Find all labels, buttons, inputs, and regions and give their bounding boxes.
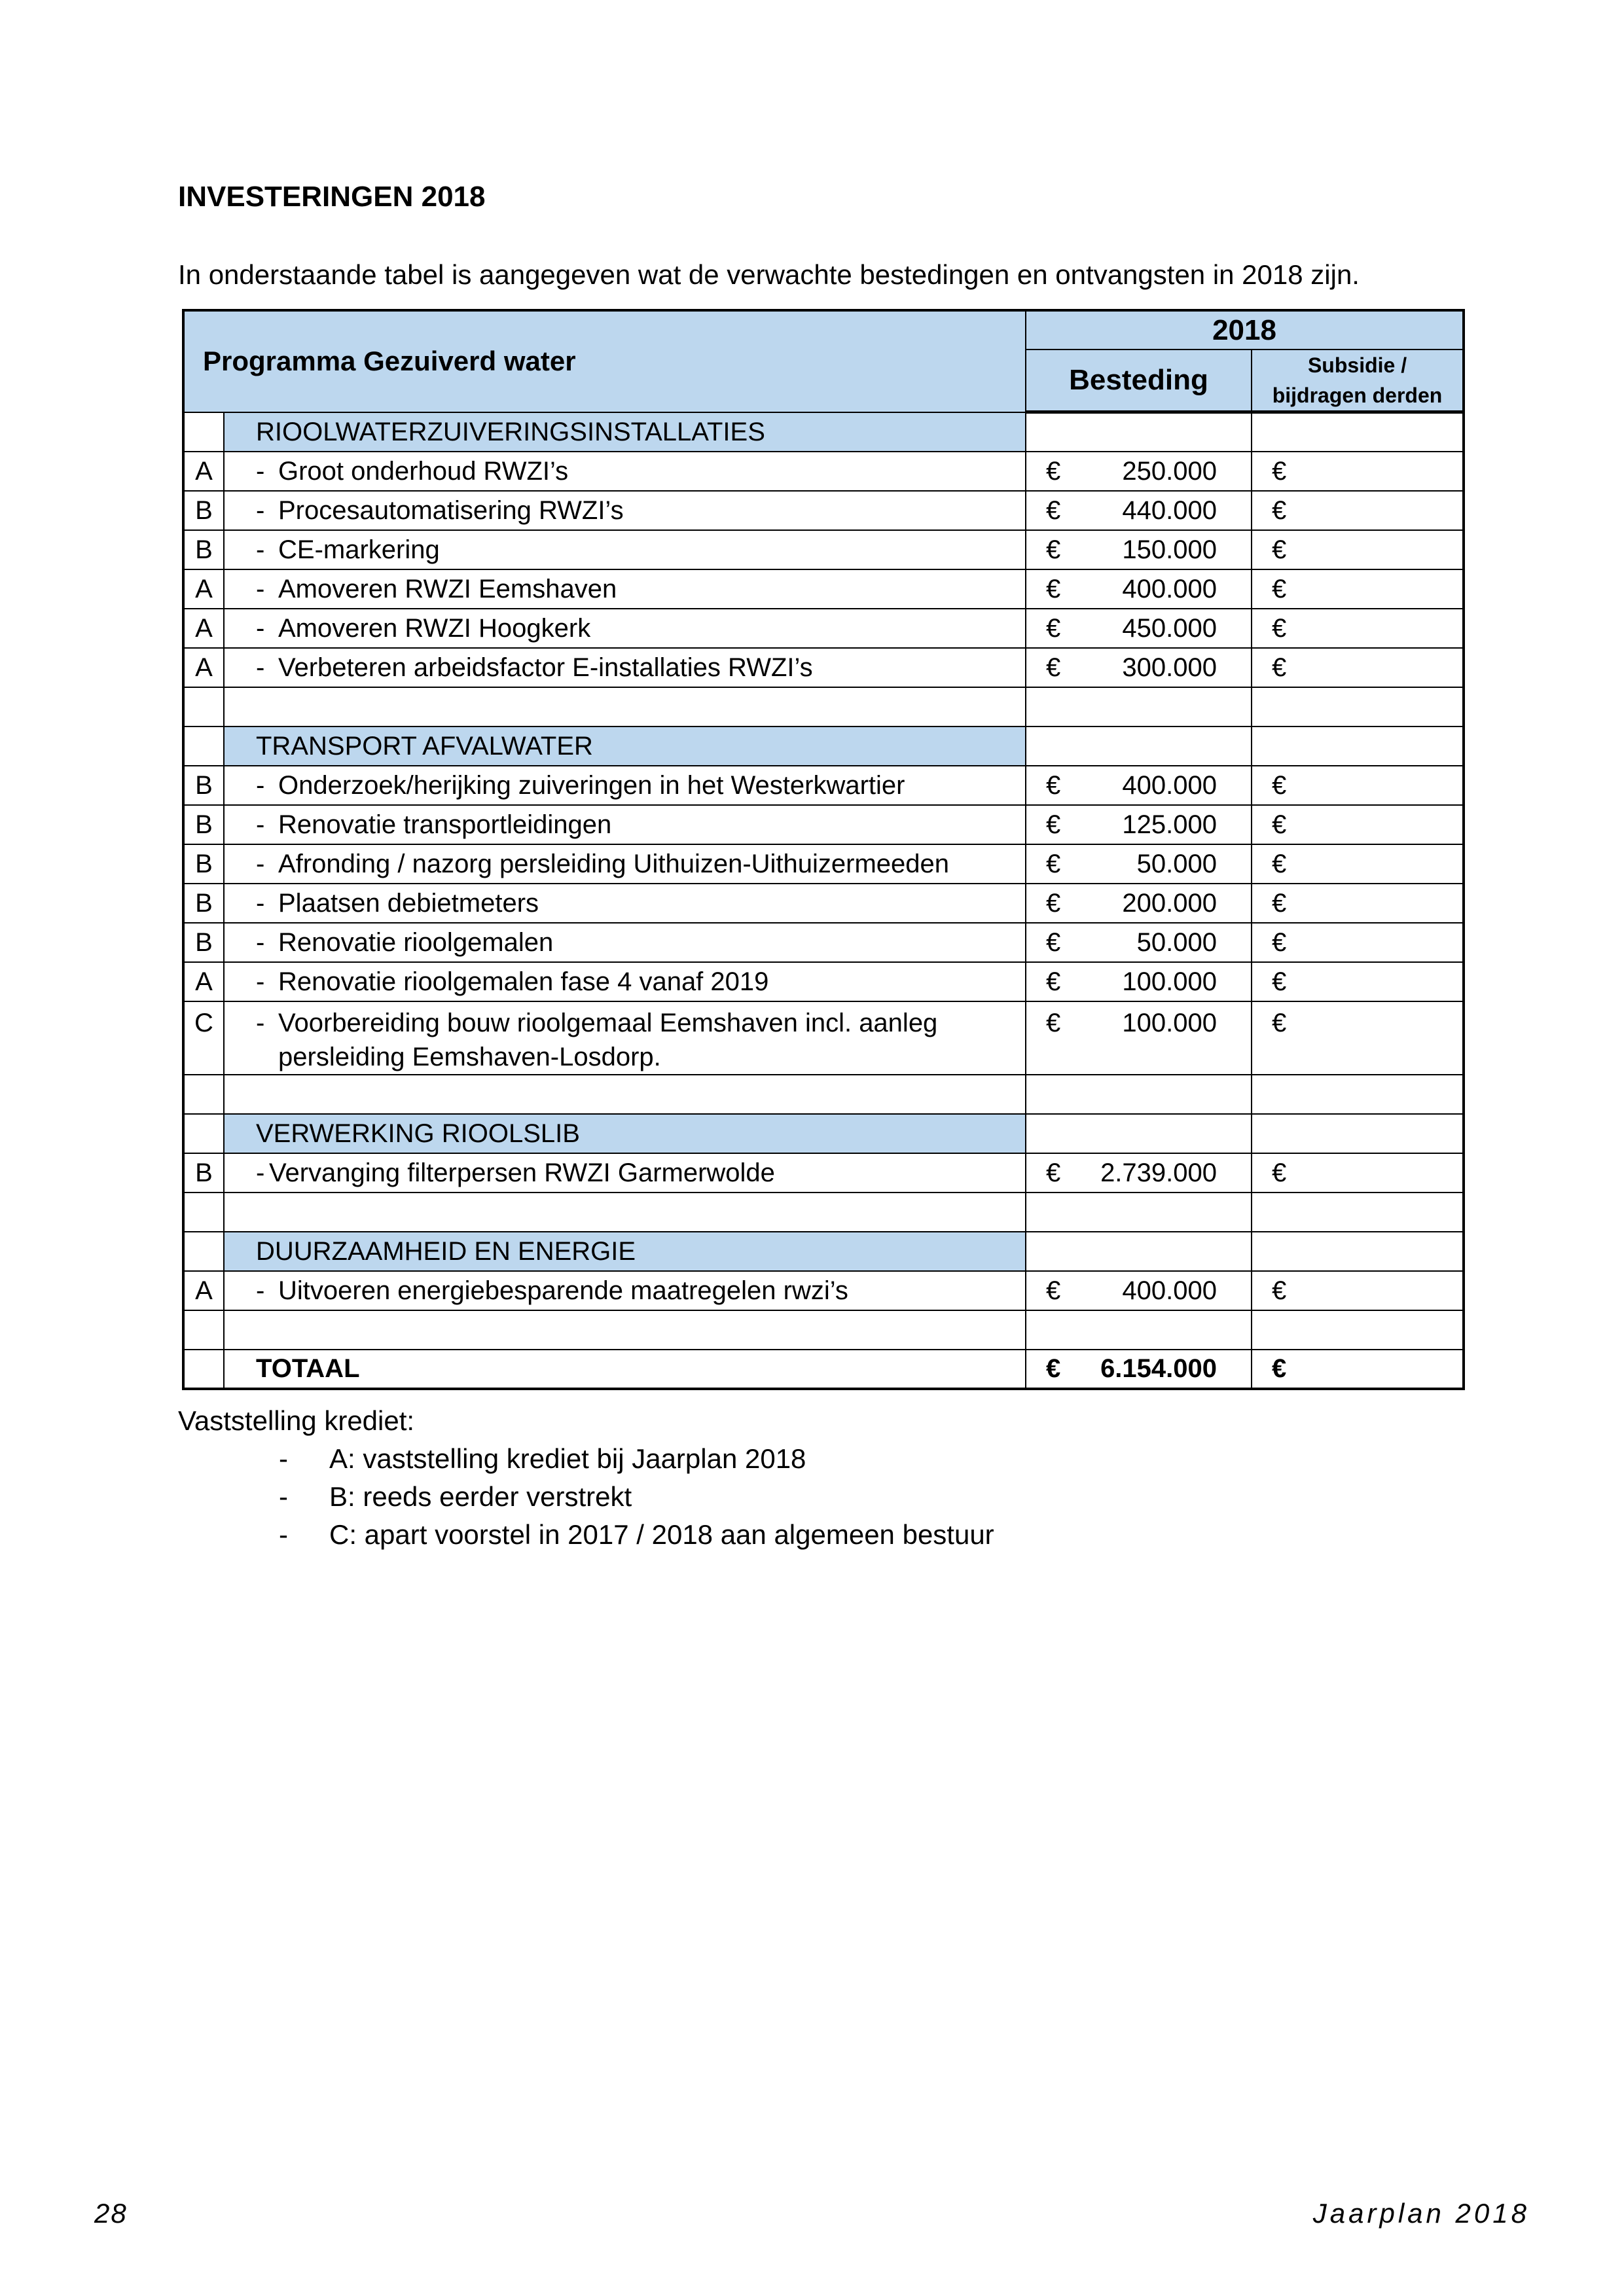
table-row-data xyxy=(183,884,1464,923)
section-header-cell: VERWERKING RIOOLSLIB xyxy=(224,1114,1026,1153)
amount-value: 50.000 xyxy=(1136,849,1218,878)
table-row-data xyxy=(183,844,1464,884)
table-row-data xyxy=(183,452,1464,491)
subsidie-header-line2: bijdragen derden xyxy=(1272,384,1443,407)
euro-symbol: € xyxy=(1046,927,1061,957)
besteding-cell xyxy=(1026,884,1252,923)
amount-value: 250.000 xyxy=(1122,456,1218,486)
table-row-empty xyxy=(183,1193,1464,1232)
description-cell: - Procesautomatisering RWZI’s xyxy=(224,491,1026,530)
description-cell xyxy=(224,1193,1026,1232)
section-header-cell: TRANSPORT AFVALWATER xyxy=(224,726,1026,766)
subsidie-cell: € xyxy=(1252,648,1464,687)
amount-value: 50.000 xyxy=(1136,927,1218,957)
legend-dash: - xyxy=(279,1519,288,1550)
euro-symbol: € xyxy=(1046,456,1061,486)
dash-prefix: - xyxy=(256,810,265,839)
amount-value: 125.000 xyxy=(1122,810,1218,839)
besteding-cell xyxy=(1026,687,1252,726)
amount-wrap xyxy=(1026,1155,1251,1191)
amount-value: 400.000 xyxy=(1122,574,1218,603)
credit-letter-cell: B xyxy=(183,884,224,923)
dash-prefix: - xyxy=(256,1158,265,1187)
dash-prefix: - xyxy=(256,1276,265,1305)
table-row-data xyxy=(183,962,1464,1001)
legend-item-b xyxy=(178,1478,994,1516)
amount-value: 2.739.000 xyxy=(1100,1158,1218,1187)
amount-value: 400.000 xyxy=(1122,1276,1218,1305)
description-cell xyxy=(224,1075,1026,1114)
credit-letter-cell: B xyxy=(183,805,224,844)
description-cell: - Renovatie rioolgemalen fase 4 vanaf 2019 xyxy=(224,962,1026,1001)
program-header-cell: Programma Gezuiverd water xyxy=(183,310,1026,412)
credit-letter-cell: B xyxy=(183,530,224,569)
description-cell: - Renovatie rioolgemalen xyxy=(224,923,1026,962)
amount-wrap xyxy=(1026,963,1251,1000)
besteding-cell xyxy=(1026,1001,1252,1075)
besteding-cell xyxy=(1026,1075,1252,1114)
legend-dash: - xyxy=(279,1481,288,1512)
investment-table-body xyxy=(183,412,1464,1389)
dash-prefix: - xyxy=(256,574,265,603)
amount-value: 440.000 xyxy=(1122,495,1218,525)
besteding-cell xyxy=(1026,726,1252,766)
table-row-data xyxy=(183,1001,1464,1075)
besteding-cell xyxy=(1026,923,1252,962)
dash-prefix: - xyxy=(256,653,265,682)
description-cell: - Onderzoek/herijking zuiveringen in het Westerkwartier xyxy=(224,766,1026,805)
subsidie-cell: € xyxy=(1252,530,1464,569)
besteding-cell xyxy=(1026,962,1252,1001)
subsidie-cell xyxy=(1252,412,1464,452)
section-header-cell: DUURZAAMHEID EN ENERGIE xyxy=(224,1232,1026,1271)
amount-wrap xyxy=(1026,1350,1251,1387)
amount-value: 300.000 xyxy=(1122,653,1218,682)
description-cell: TOTAAL xyxy=(224,1350,1026,1389)
amount-value: 400.000 xyxy=(1122,770,1218,800)
dash-prefix: - xyxy=(256,927,265,957)
legend-item-a xyxy=(178,1440,994,1478)
credit-letter-cell xyxy=(183,1350,224,1389)
subsidie-cell: € xyxy=(1252,766,1464,805)
besteding-cell xyxy=(1026,1193,1252,1232)
dash-prefix: - xyxy=(256,967,265,996)
credit-letter-cell xyxy=(183,1193,224,1232)
subsidie-cell xyxy=(1252,1193,1464,1232)
investment-table xyxy=(182,309,1465,1390)
footer-document-title: Jaarplan 2018 xyxy=(1312,2198,1530,2229)
dash-prefix: - xyxy=(256,535,265,564)
euro-symbol: € xyxy=(1046,849,1061,878)
besteding-cell xyxy=(1026,1114,1252,1153)
besteding-cell xyxy=(1026,844,1252,884)
subsidie-cell xyxy=(1252,726,1464,766)
euro-symbol: € xyxy=(1046,1354,1061,1383)
subsidie-cell: € xyxy=(1252,884,1464,923)
subsidie-cell: € xyxy=(1252,805,1464,844)
credit-letter-cell: A xyxy=(183,452,224,491)
dash-prefix: - xyxy=(256,613,265,643)
amount-wrap xyxy=(1026,1272,1251,1309)
dash-prefix: - xyxy=(256,888,265,918)
besteding-cell xyxy=(1026,648,1252,687)
euro-symbol: € xyxy=(1046,613,1061,643)
credit-letter-cell: B xyxy=(183,923,224,962)
dash-prefix: - xyxy=(256,849,265,878)
table-row-data xyxy=(183,805,1464,844)
amount-wrap xyxy=(1026,806,1251,843)
amount-wrap xyxy=(1026,1006,1251,1040)
besteding-cell xyxy=(1026,1271,1252,1310)
legend-item-b-text: B: reeds eerder verstrekt xyxy=(329,1481,632,1512)
euro-symbol: € xyxy=(1046,1008,1061,1037)
description-cell: - Plaatsen debietmeters xyxy=(224,884,1026,923)
table-row-empty xyxy=(183,687,1464,726)
credit-letter-cell: A xyxy=(183,569,224,609)
table-header xyxy=(183,310,1464,412)
amount-wrap xyxy=(1026,571,1251,607)
description-cell: - Verbeteren arbeidsfactor E-installaties RWZI’s xyxy=(224,648,1026,687)
subsidie-column-header xyxy=(1252,350,1464,412)
credit-letter-cell xyxy=(183,726,224,766)
subsidie-header-line1: Subsidie / xyxy=(1307,353,1407,377)
subsidie-cell: € xyxy=(1252,609,1464,648)
subsidie-cell: € xyxy=(1252,1001,1464,1075)
intro-text: In onderstaande tabel is aangegeven wat de verwachte bestedingen en ontvangsten in 2018 zijn. xyxy=(178,259,1360,290)
subsidie-cell: € xyxy=(1252,1350,1464,1389)
amount-wrap xyxy=(1026,610,1251,647)
table-row-section xyxy=(183,1114,1464,1153)
dash-prefix: - xyxy=(256,1008,265,1037)
subsidie-cell xyxy=(1252,1114,1464,1153)
credit-legend xyxy=(178,1402,994,1554)
besteding-cell xyxy=(1026,805,1252,844)
euro-symbol: € xyxy=(1046,967,1061,996)
dash-prefix: - xyxy=(256,495,265,525)
credit-letter-cell: B xyxy=(183,766,224,805)
credit-letter-cell xyxy=(183,687,224,726)
table-row-total xyxy=(183,1350,1464,1389)
year-header-cell: 2018 xyxy=(1026,310,1464,350)
subsidie-cell xyxy=(1252,1310,1464,1350)
table-row-data xyxy=(183,530,1464,569)
besteding-cell xyxy=(1026,530,1252,569)
subsidie-cell xyxy=(1252,1075,1464,1114)
description-line2: persleiding Eemshaven-Losdorp. xyxy=(278,1042,661,1071)
legend-heading: Vaststelling krediet: xyxy=(178,1405,415,1436)
description-cell: - Renovatie transportleidingen xyxy=(224,805,1026,844)
credit-letter-cell: A xyxy=(183,648,224,687)
euro-symbol: € xyxy=(1046,1276,1061,1305)
amount-value: 200.000 xyxy=(1122,888,1218,918)
section-header-cell: RIOOLWATERZUIVERINGSINSTALLATIES xyxy=(224,412,1026,452)
amount-wrap xyxy=(1026,492,1251,529)
subsidie-cell: € xyxy=(1252,1271,1464,1310)
besteding-cell xyxy=(1026,1232,1252,1271)
subsidie-cell xyxy=(1252,1232,1464,1271)
table-row-empty xyxy=(183,1075,1464,1114)
credit-letter-cell: B xyxy=(183,1153,224,1193)
amount-wrap xyxy=(1026,924,1251,961)
besteding-cell xyxy=(1026,569,1252,609)
amount-wrap xyxy=(1026,531,1251,568)
amount-value: 150.000 xyxy=(1122,535,1218,564)
besteding-cell xyxy=(1026,412,1252,452)
table-row-data xyxy=(183,766,1464,805)
table-row-data xyxy=(183,1271,1464,1310)
table-row-data xyxy=(183,648,1464,687)
amount-wrap xyxy=(1026,649,1251,686)
subsidie-cell: € xyxy=(1252,1153,1464,1193)
euro-symbol: € xyxy=(1046,574,1061,603)
credit-letter-cell: C xyxy=(183,1001,224,1075)
euro-symbol: € xyxy=(1046,888,1061,918)
amount-value: 100.000 xyxy=(1122,967,1218,996)
description-cell: - Vervanging filterpersen RWZI Garmerwolde xyxy=(224,1153,1026,1193)
euro-symbol: € xyxy=(1046,495,1061,525)
besteding-cell xyxy=(1026,1350,1252,1389)
amount-value: 100.000 xyxy=(1122,1008,1218,1037)
besteding-cell xyxy=(1026,491,1252,530)
description-cell xyxy=(224,687,1026,726)
credit-letter-cell xyxy=(183,1310,224,1350)
table-row-section xyxy=(183,726,1464,766)
description-cell: - Amoveren RWZI Eemshaven xyxy=(224,569,1026,609)
subsidie-cell: € xyxy=(1252,452,1464,491)
euro-symbol: € xyxy=(1046,770,1061,800)
table-header-row-year xyxy=(183,310,1464,350)
description-cell: - Groot onderhoud RWZI’s xyxy=(224,452,1026,491)
subsidie-cell xyxy=(1252,687,1464,726)
description-cell: - Voorbereiding bouw rioolgemaal Eemshaven incl. aanleg persleiding Eemshaven-Losdorp. xyxy=(224,1001,1026,1075)
subsidie-cell: € xyxy=(1252,844,1464,884)
credit-letter-cell: B xyxy=(183,844,224,884)
legend-item-c xyxy=(178,1516,994,1554)
credit-letter-cell: A xyxy=(183,962,224,1001)
amount-wrap xyxy=(1026,885,1251,922)
table-row-data xyxy=(183,609,1464,648)
description-cell: - CE-markering xyxy=(224,530,1026,569)
amount-value: 6.154.000 xyxy=(1100,1354,1218,1383)
table-row-data xyxy=(183,923,1464,962)
besteding-cell xyxy=(1026,452,1252,491)
dash-prefix: - xyxy=(256,456,265,486)
euro-symbol: € xyxy=(1046,653,1061,682)
besteding-cell xyxy=(1026,609,1252,648)
besteding-column-header: Besteding xyxy=(1026,350,1252,412)
table-row-section xyxy=(183,1232,1464,1271)
credit-letter-cell xyxy=(183,1232,224,1271)
table-row-empty xyxy=(183,1310,1464,1350)
table-row-data xyxy=(183,491,1464,530)
table-row-section xyxy=(183,412,1464,452)
subsidie-cell: € xyxy=(1252,962,1464,1001)
description-cell: - Afronding / nazorg persleiding Uithuizen-Uithuizermeeden xyxy=(224,844,1026,884)
besteding-cell xyxy=(1026,1310,1252,1350)
legend-item-c-text: C: apart voorstel in 2017 / 2018 aan algemeen bestuur xyxy=(329,1519,994,1550)
description-cell: - Uitvoeren energiebesparende maatregelen rwzi’s xyxy=(224,1271,1026,1310)
table-row-data xyxy=(183,1153,1464,1193)
subsidie-cell: € xyxy=(1252,491,1464,530)
amount-value: 450.000 xyxy=(1122,613,1218,643)
page-title: INVESTERINGEN 2018 xyxy=(178,181,486,213)
credit-letter-cell xyxy=(183,1114,224,1153)
credit-letter-cell: B xyxy=(183,491,224,530)
credit-letter-cell xyxy=(183,1075,224,1114)
legend-dash: - xyxy=(279,1443,288,1474)
euro-symbol: € xyxy=(1046,810,1061,839)
euro-symbol: € xyxy=(1046,1158,1061,1187)
besteding-cell xyxy=(1026,1153,1252,1193)
credit-letter-cell: A xyxy=(183,609,224,648)
footer-page-number: 28 xyxy=(94,2198,128,2229)
credit-letter-cell: A xyxy=(183,1271,224,1310)
euro-symbol: € xyxy=(1046,535,1061,564)
credit-letter-cell xyxy=(183,412,224,452)
description-cell: - Amoveren RWZI Hoogkerk xyxy=(224,609,1026,648)
subsidie-cell: € xyxy=(1252,923,1464,962)
description-cell xyxy=(224,1310,1026,1350)
subsidie-cell: € xyxy=(1252,569,1464,609)
table-row-data xyxy=(183,569,1464,609)
legend-item-a-text: A: vaststelling krediet bij Jaarplan 2018 xyxy=(329,1443,806,1474)
amount-wrap xyxy=(1026,453,1251,490)
amount-wrap xyxy=(1026,767,1251,804)
dash-prefix: - xyxy=(256,770,265,800)
besteding-cell xyxy=(1026,766,1252,805)
amount-wrap xyxy=(1026,846,1251,882)
